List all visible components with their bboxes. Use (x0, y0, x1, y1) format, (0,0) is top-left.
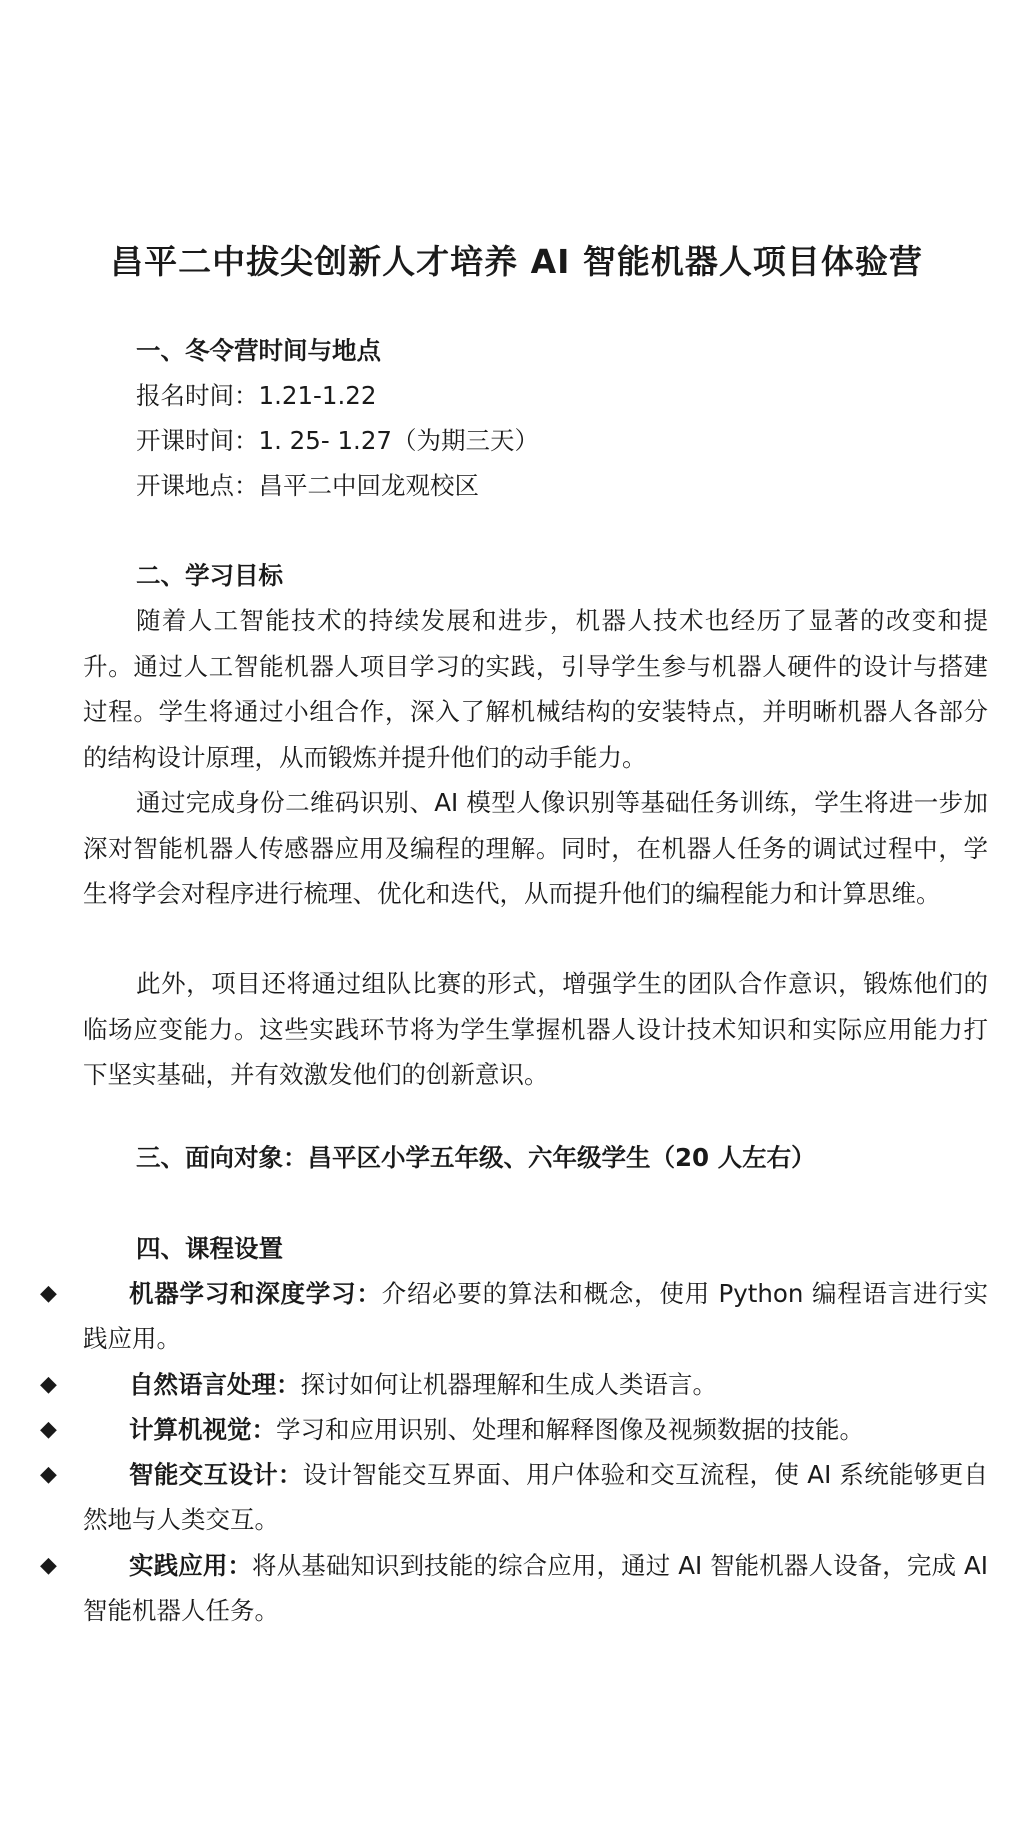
course-item (40, 1407, 990, 1452)
registration-time: 报名时间：1.21-1.22 (136, 381, 377, 410)
course-item-term: 自然语言处理： (129, 1370, 301, 1399)
learning-goal-paragraph-3: 此外，项目还将通过组队比赛的形式，增强学生的团队合作意识，锻炼他们的临场应变能力。这些实践环节将为学生掌握机器人设计技术知识和实际应用能力打下坚实基础，并有效激发他们的创新意识。 (83, 969, 988, 1089)
diamond-bullet-icon: ◆ (40, 1462, 57, 1487)
diamond-bullet-icon: ◆ (40, 1417, 57, 1442)
course-item-term: 计算机视觉： (129, 1415, 276, 1444)
diamond-bullet-icon: ◆ (40, 1281, 57, 1306)
course-item-text: 将从基础知识到技能的综合应用，通过 AI 智能机器人设备，完成 AI 智能机器人任务。 (83, 1551, 988, 1625)
document-title: 昌平二中拔尖创新人才培养 AI 智能机器人项目体验营 (110, 242, 923, 281)
course-item-text: 介绍必要的算法和概念，使用 Python 编程语言进行实践应用。 (83, 1279, 989, 1353)
course-item-term: 机器学习和深度学习： (129, 1279, 382, 1308)
course-item (40, 1271, 990, 1361)
course-item-term: 实践应用： (129, 1551, 253, 1580)
section-4-heading: 四、课程设置 (136, 1234, 283, 1263)
class-time: 开课时间：1. 25- 1.27（为期三天） (136, 426, 540, 455)
course-item (40, 1362, 990, 1407)
section-2-heading: 二、学习目标 (136, 561, 283, 590)
diamond-bullet-icon: ◆ (40, 1553, 57, 1578)
course-item (40, 1452, 990, 1542)
course-item (40, 1543, 990, 1633)
course-item-term: 智能交互设计： (129, 1460, 303, 1489)
course-item-text: 设计智能交互界面、用户体验和交互流程，使 AI 系统能够更自然地与人类交互。 (83, 1460, 989, 1534)
section-1-heading: 一、冬令营时间与地点 (136, 336, 381, 365)
course-item-text: 探讨如何让机器理解和生成人类语言。 (300, 1370, 717, 1399)
learning-goal-paragraph-1: 随着人工智能技术的持续发展和进步，机器人技术也经历了显著的改变和提升。通过人工智能机器人项目学习的实践，引导学生参与机器人硬件的设计与搭建过程。学生将通过小组合作，深入了解机械结构的安装特点，并明晰机器人各部分的结构设计原理，从而锻炼并提升他们的动手能力。 (83, 606, 988, 772)
course-item-text: 学习和应用识别、处理和解释图像及视频数据的技能。 (276, 1415, 864, 1444)
class-location: 开课地点：昌平二中回龙观校区 (136, 471, 479, 500)
diamond-bullet-icon: ◆ (40, 1372, 57, 1397)
section-3-heading: 三、面向对象：昌平区小学五年级、六年级学生（20 人左右） (136, 1143, 816, 1172)
learning-goal-paragraph-2: 通过完成身份二维码识别、AI 模型人像识别等基础任务训练，学生将进一步加深对智能机器人传感器应用及编程的理解。同时，在机器人任务的调试过程中，学生将学会对程序进行梳理、优化和迭代，从而提升他们的编程能力和计算思维。 (83, 788, 988, 908)
